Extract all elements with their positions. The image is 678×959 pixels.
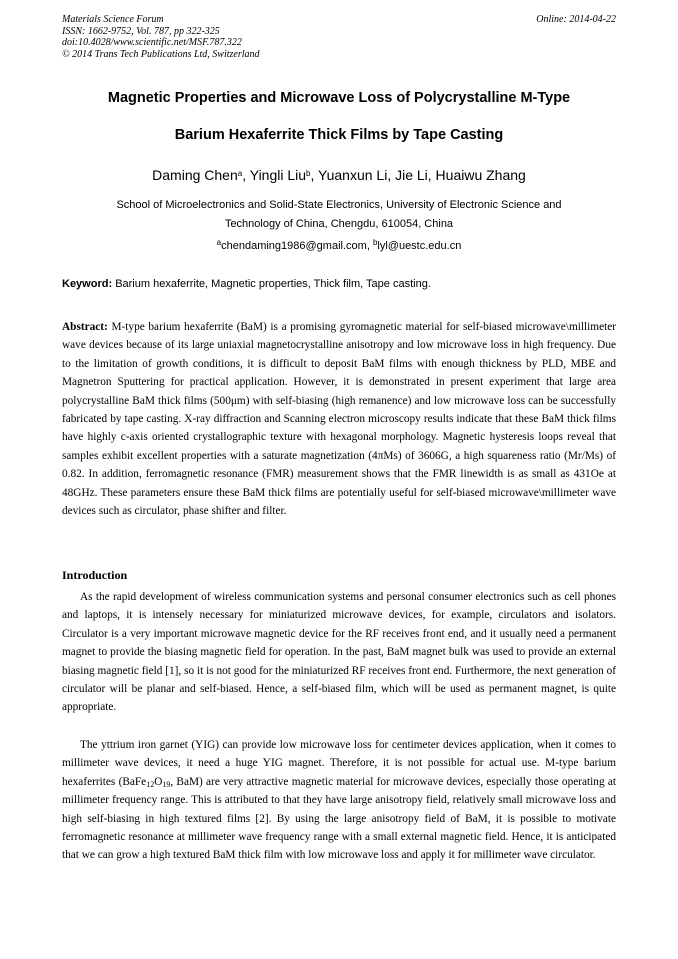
keywords: [62, 277, 616, 292]
abstract: [62, 318, 616, 520]
paper-title-line-1: Magnetic Properties and Microwave Loss of Polycrystalline M-Type: [107, 90, 571, 106]
author-emails: [62, 238, 616, 254]
intro-paragraph-1: As the rapid development of wireless communication systems and personal consumer electronics such as cell phones and laptops, it is intensely necessary for miniaturized microwave devices, for example, circulators and isolators. Circulator is a very important microwave magnetic device for the RF receives front end, and it usually need a permanent magnet to provide the biasing magnetic field for operation. In the past, BaM magnet bulk was used to provide an external biasing magnetic field [1], so it is not good for the miniaturized RF receives front end. Furthermore, the next generation of circulator will be planar and self-biased. Hence, a self-biased film, which will be used as permanent magnet, is quite appropriate.: [62, 591, 616, 714]
author-names-rest: Yuanxun Li, Jie Li, Huaiwu Zhang: [318, 167, 526, 183]
formula-subscript: 19: [162, 779, 171, 789]
email-mark: a: [216, 238, 222, 247]
email-separator: ,: [366, 240, 373, 252]
paper-title-line-2: Barium Hexaferrite Thick Films by Tape Casting: [174, 127, 504, 143]
email-address: lyl@uestc.edu.cn: [377, 240, 462, 252]
author-separator: ,: [242, 167, 250, 183]
doi-line: doi:10.4028/www.scientific.net/MSF.787.322: [62, 37, 242, 48]
paragraph-text: , BaM) are very attractive magnetic material for microwave devices, especially those operating at millimeter frequency range. This is attributed to that they have large anisotropy field, relatively small microwave loss and high self-biasing in high textured films [2]. By using the large anisotropy field of BaM, it is possible to motivate ferromagnetic resonance at millimeter wave frequency range with a small external magnetic field. Hence, it is anticipated that we can grow a high textured BaM thick film with low microwave loss and apply it for millimeter wave circulator.: [62, 775, 617, 862]
abstract-text: M-type barium hexaferrite (BaM) is a promising gyromagnetic material for self-biased microwave\millimeter wave devices because of its large uniaxial magnetocrystalline anisotropy and low microwave loss in high frequency. Due to the limitation of growth conditions, it is difficult to deposit BaM films with enough thickness by PLD, MBE and Magnetron Sputtering for practical application. However, it is demonstrated in present experiment that large area polycrystalline BaM thick films (500μm) with self-biasing (high remanence) and low microwave loss can be successfully fabricated by tape casting. X-ray diffraction and Scanning electron microscopy results indicate that these BaM thick films have highly c-axis oriented crystallographic texture with hexagonal morphology. Magnetic hysteresis loops reveal that samples exhibit excellent properties with a saturate magnetization (4πMs) of 3606G, a high squareness ratio (Mr/Ms) of 0.82. In addition, ferromagnetic resonance (FMR) measurement shows that the FMR linewidth is as small as 431Oe at 48GHz. These parameters ensure these BaM thick films are potentially useful for self-biased microwave\millimeter wave devices such as circulator, phase shifter and filter.: [62, 321, 617, 518]
affiliation: [62, 196, 616, 233]
online-date: Online: 2014-04-22: [536, 14, 616, 25]
journal-name: Materials Science Forum: [62, 14, 164, 25]
email-mark: b: [372, 238, 378, 247]
author-list: [62, 166, 616, 184]
author-name: Daming Chen: [152, 167, 238, 183]
author-name: Yingli Liu: [249, 167, 307, 183]
copyright-line: © 2014 Trans Tech Publications Ltd, Switzerland: [62, 48, 260, 60]
keyword-label: Keyword:: [62, 278, 113, 290]
paragraph-text: The yttrium iron garnet (YIG) can provide low microwave loss for centimeter devices application, when it comes to millimeter wave devices, it need a huge YIG magnet. Therefore, it is not possible for actual use. M-type barium hexaferrites (BaFe: [62, 739, 616, 788]
issn-line: ISSN: 1662-9752, Vol. 787, pp 322-325: [62, 25, 220, 37]
author-affil-mark: b: [306, 169, 311, 178]
journal-header: [62, 14, 616, 60]
email-address: chendaming1986@gmail.com: [221, 240, 367, 252]
abstract-label: Abstract:: [62, 321, 108, 333]
section-heading-introduction: Introduction: [62, 568, 128, 582]
intro-paragraph-2: [62, 736, 616, 865]
affiliation-line-2: Technology of China, Chengdu, 610054, China: [224, 217, 454, 230]
keyword-text: Barium hexaferrite, Magnetic properties, Thick film, Tape casting.: [115, 278, 431, 290]
formula-element: O: [154, 775, 163, 788]
author-separator: ,: [310, 167, 319, 183]
author-affil-mark: a: [237, 169, 243, 178]
affiliation-line-1: School of Microelectronics and Solid-State Electronics, University of Electronic Science and: [116, 199, 562, 211]
formula-subscript: 12: [146, 779, 155, 789]
